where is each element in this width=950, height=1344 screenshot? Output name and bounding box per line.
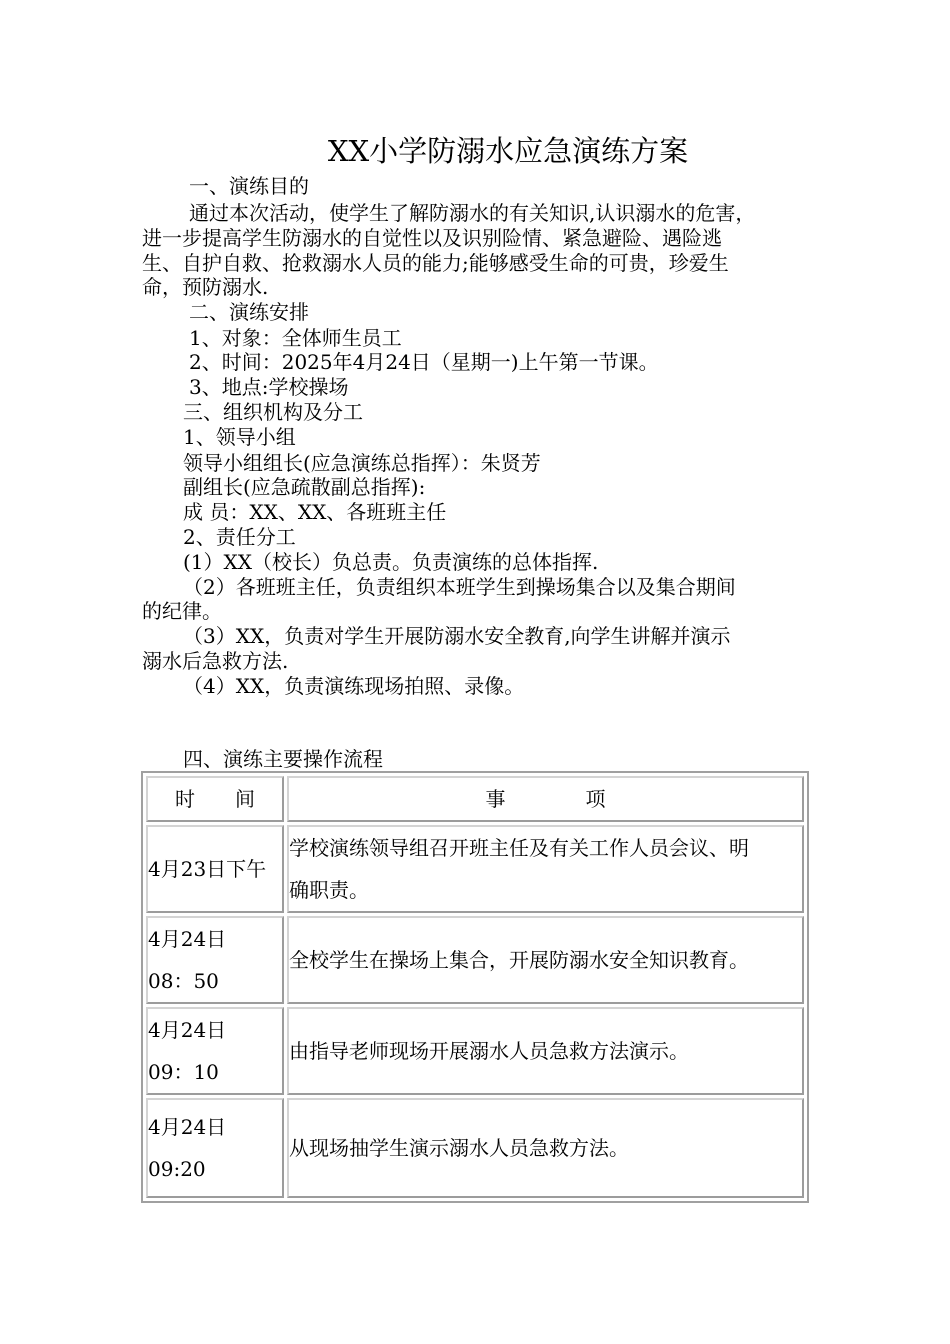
duty-line: （2）各班班主任，负责组织本班学生到操场集合以及集合期间 — [183, 575, 736, 599]
table-row — [146, 825, 804, 913]
section-3-heading: 三、组织机构及分工 — [183, 400, 363, 424]
table-row — [146, 916, 804, 1004]
time-text: 4月24日 — [148, 927, 227, 951]
item-cell — [287, 1098, 804, 1198]
section-1-paragraph-line: 通过本次活动，使学生了解防溺水的有关知识,认识溺水的危害， — [189, 201, 756, 225]
section-2-item: 3、地点:学校操场 — [189, 375, 349, 399]
table-header-row — [146, 776, 804, 822]
duty-line: （3）XX，负责对学生开展防溺水安全教育,向学生讲解并演示 — [183, 624, 731, 648]
time-cell — [146, 1007, 284, 1095]
time-text: 09:20 — [148, 1157, 206, 1181]
section-4-heading: 四、演练主要操作流程 — [183, 747, 383, 771]
deputy-line: 副组长(应急疏散副总指挥): — [183, 475, 426, 499]
section-1-heading: 一、演练目的 — [189, 174, 309, 198]
section-1-paragraph-line: 生、自护自救、抢救溺水人员的能力;能够感受生命的可贵，珍爱生 — [142, 251, 729, 275]
procedure-table — [141, 771, 809, 1203]
duty-line: 溺水后急救方法. — [142, 649, 289, 673]
time-text: 4月23日下午 — [148, 857, 267, 881]
time-cell — [146, 825, 284, 913]
item-cell — [287, 825, 804, 913]
item-cell — [287, 916, 804, 1004]
time-text: 08：50 — [148, 969, 219, 993]
item-text: 学校演练领导组召开班主任及有关工作人员会议、明 — [289, 836, 749, 860]
leader-line: 领导小组组长(应急演练总指挥）：朱贤芳 — [183, 451, 541, 475]
item-text: 从现场抽学生演示溺水人员急救方法。 — [289, 1136, 629, 1160]
section-2-item: 1、对象：全体师生员工 — [189, 326, 402, 350]
time-text: 4月24日 — [148, 1115, 227, 1139]
section-2-item: 2、时间：2025年4月24日（星期一)上午第一节课。 — [189, 350, 659, 374]
time-cell — [146, 916, 284, 1004]
item-cell — [287, 1007, 804, 1095]
duty-line: 的纪律。 — [142, 599, 222, 623]
time-text: 4月24日 — [148, 1018, 227, 1042]
header-item: 事 项 — [287, 776, 804, 822]
section-3-subheading: 2、责任分工 — [183, 525, 296, 549]
duty-line: （4）XX，负责演练现场拍照、录像。 — [183, 674, 525, 698]
table-row — [146, 1007, 804, 1095]
section-2-heading: 二、演练安排 — [189, 300, 309, 324]
item-text: 确职责。 — [289, 878, 369, 902]
duty-line: (1）XX（校长）负总责。负责演练的总体指挥. — [183, 550, 599, 574]
time-text: 09：10 — [148, 1060, 219, 1084]
item-text: 由指导老师现场开展溺水人员急救方法演示。 — [289, 1039, 689, 1063]
members-line: 成 员：XX、XX、各班班主任 — [183, 500, 447, 524]
section-1-paragraph-line: 命，预防溺水. — [142, 275, 269, 299]
section-3-subheading: 1、领导小组 — [183, 425, 296, 449]
section-1-paragraph-line: 进一步提高学生防溺水的自觉性以及识别险情、紧急避险、遇险逃 — [142, 226, 722, 250]
document-title: XX小学防溺水应急演练方案 — [327, 134, 689, 168]
table-row — [146, 1098, 804, 1198]
item-text: 全校学生在操场上集合，开展防溺水安全知识教育。 — [289, 948, 749, 972]
time-cell — [146, 1098, 284, 1198]
header-time: 时 间 — [146, 776, 284, 822]
